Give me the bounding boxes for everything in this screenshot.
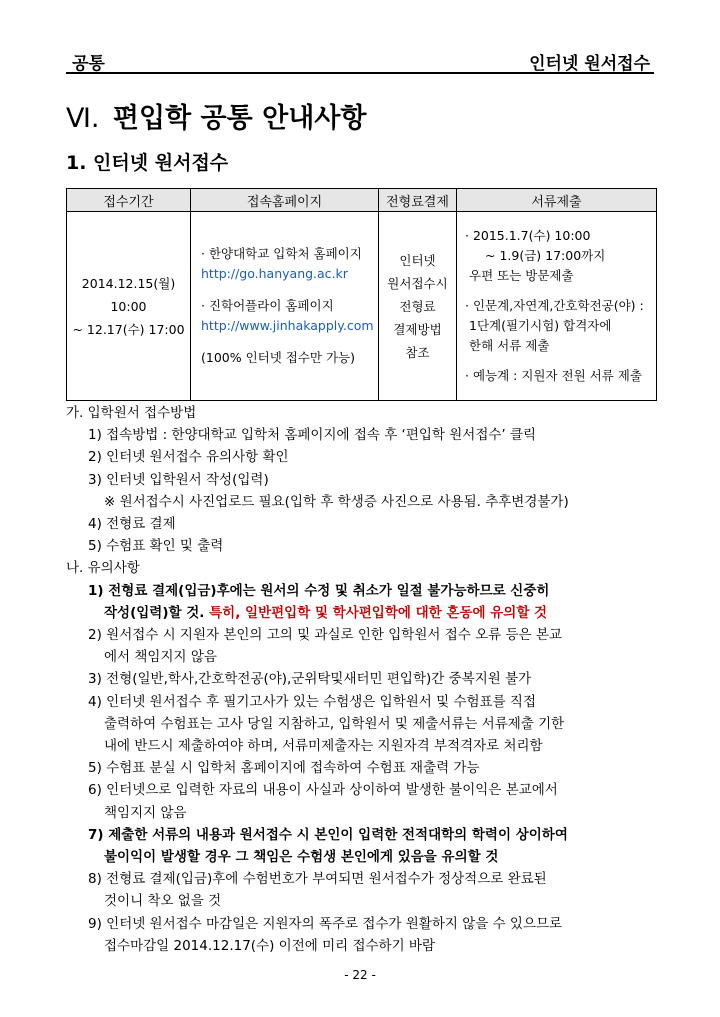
list-item-cont: 것이니 착오 없을 것 — [104, 893, 222, 910]
list-item-cont: 내에 반드시 제출하여야 하며, 서류미제출자는 지원자격 부적격자로 처리함 — [104, 738, 543, 755]
header-left: 공통 — [72, 54, 105, 74]
list-item: 8) 전형료 결제(입금)후에 수험번호가 부여되면 원서접수가 정상적으로 완료된 — [88, 871, 547, 888]
title-numeral: Ⅵ. — [66, 103, 100, 134]
section-na-heading: 나. 유의사항 — [66, 560, 140, 577]
list-item: 5) 수험표 확인 및 출력 — [88, 538, 224, 555]
period-cell — [67, 212, 191, 401]
col-header-site: 접속홈페이지 — [191, 189, 379, 212]
list-item-cont: 책임지지 않음 — [104, 804, 187, 821]
section-ga-heading: 가. 입학원서 접수방법 — [66, 405, 197, 421]
list-item: 4) 전형료 결제 — [88, 516, 176, 533]
list-item: 1) 접속방법 : 한양대학교 입학처 홈페이지에 접속 후 ‘편입학 원서접수’ 클릭 — [88, 427, 537, 444]
docs-date-end: ~ 1.9(금) 17:00까지 — [485, 248, 606, 263]
url-hanyang-link[interactable]: http://go.hanyang.ac.kr — [201, 266, 348, 281]
period-end: ~ 12.17(수) 17:00 — [72, 321, 185, 337]
col-header-payment: 전형료결제 — [379, 189, 457, 212]
list-item: 1) 전형료 결제(입금)후에는 원서의 수정 및 취소가 일절 불가능하므로 신중히 — [88, 582, 550, 599]
page-title — [66, 96, 366, 135]
docs-target-detail: 1단계(필기시험) 합격자에 — [469, 318, 612, 333]
list-item-cont: 에서 책임지지 않음 — [104, 649, 217, 666]
docs-target: · 인문계,자연계,간호학전공(야) : — [465, 298, 644, 313]
list-text: 작성(입력)할 것. — [104, 604, 205, 621]
list-item-cont — [66, 602, 666, 624]
page-number: - 22 - — [344, 968, 376, 982]
table-header-row — [67, 189, 657, 212]
list-item: 5) 수험표 분실 시 입학처 홈페이지에 접속하여 수험표 재출력 가능 — [88, 760, 480, 777]
list-note: ※ 원서접수시 사진업로드 필요(입학 후 학생증 사진으로 사용됨. 추후변경불가) — [104, 493, 569, 510]
docs-cell — [457, 212, 657, 401]
site-cell — [191, 212, 379, 401]
title-text: 편입학 공통 안내사항 — [112, 103, 367, 134]
list-item: 2) 원서접수 시 지원자 본인의 고의 및 과실로 인한 입학원서 접수 오류 등은 본교 — [88, 627, 562, 644]
docs-target-detail: 한해 서류 제출 — [469, 338, 550, 353]
warning-text: 특히, 일반편입학 및 학사편입학에 대한 혼동에 유의할 것 — [209, 604, 548, 621]
table-row — [67, 212, 657, 401]
list-item: 7) 제출한 서류의 내용과 원서접수 시 본인이 입력한 전적대학의 학력이 상이하여 — [88, 826, 568, 843]
notice-body — [66, 402, 666, 957]
header-right: 인터넷 원서접수 — [529, 54, 650, 74]
col-header-period: 접수기간 — [67, 189, 191, 212]
payment-line: 결제방법 — [393, 321, 442, 337]
list-item: 9) 인터넷 원서접수 마감일은 지원자의 폭주로 접수가 원활하지 않을 수 있으므로 — [88, 915, 563, 932]
payment-line: 원서접수시 — [387, 275, 448, 291]
site-jinhak: · 진학어플라이 홈페이지 — [201, 298, 334, 313]
url-jinhak-link[interactable]: http://www.jinhakapply.com — [201, 318, 374, 333]
payment-line: 참조 — [405, 344, 430, 360]
list-item-cont: 불이익이 발생할 경우 그 책임은 수험생 본인에게 있음을 유의할 것 — [104, 849, 499, 866]
list-item-cont: 접수마감일 2014.12.17(수) 이전에 미리 접수하기 바람 — [104, 937, 435, 954]
list-item-cont: 출력하여 수험표는 고사 당일 지참하고, 입학원서 및 제출서류는 서류제출 기한 — [104, 715, 565, 732]
list-item: 2) 인터넷 원서접수 유의사항 확인 — [88, 449, 289, 466]
site-hanyang: · 한양대학교 입학처 홈페이지 — [201, 246, 362, 261]
schedule-table — [66, 188, 657, 401]
payment-cell — [379, 212, 457, 401]
payment-line: 인터넷 — [399, 252, 436, 268]
payment-line: 전형료 — [399, 298, 436, 314]
period-start: 2014.12.15(월) 10:00 — [81, 275, 176, 314]
docs-method: 우편 또는 방문제출 — [469, 268, 574, 283]
list-item: 4) 인터넷 원서접수 후 필기고사가 있는 수험생은 입학원서 및 수험표를 직접 — [88, 693, 536, 710]
col-header-docs: 서류제출 — [457, 189, 657, 212]
list-item: 3) 인터넷 입학원서 작성(입력) — [88, 471, 269, 488]
docs-date-start: · 2015.1.7(수) 10:00 — [465, 228, 591, 243]
list-item: 3) 전형(일반,학사,간호학전공(야),군위탁및새터민 편입학)간 중복지원 불가 — [88, 671, 532, 688]
site-note: (100% 인터넷 접수만 가능) — [201, 350, 356, 365]
docs-arts: · 예능계 : 지원자 전원 서류 제출 — [465, 368, 642, 383]
list-item: 6) 인터넷으로 입력한 자료의 내용이 사실과 상이하여 발생한 불이익은 본교에서 — [88, 782, 558, 799]
running-header — [66, 46, 654, 74]
section-heading: 1. 인터넷 원서접수 — [66, 152, 229, 174]
